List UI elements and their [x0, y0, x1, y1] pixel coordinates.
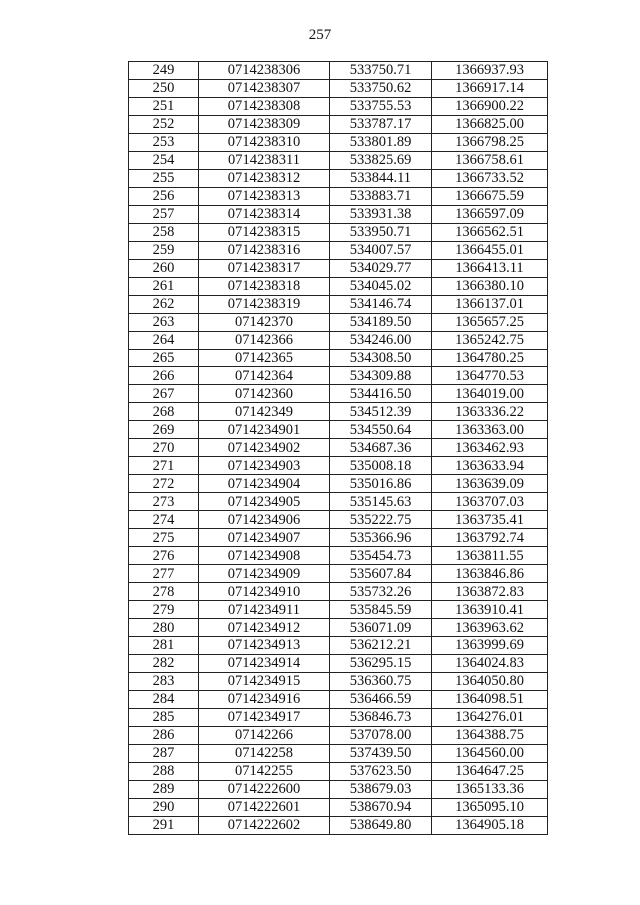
table-row [129, 385, 548, 403]
table-row [129, 115, 548, 133]
point-number-cell: 286 [129, 726, 199, 744]
point-number-cell: 279 [129, 601, 199, 619]
y-coordinate-cell: 1366937.93 [432, 62, 548, 80]
table-row [129, 690, 548, 708]
y-coordinate-cell: 1366597.09 [432, 205, 548, 223]
point-id-cell: 0714234912 [199, 619, 330, 637]
x-coordinate-cell: 533750.71 [330, 62, 432, 80]
point-id-cell: 0714234916 [199, 690, 330, 708]
point-number-cell: 287 [129, 744, 199, 762]
point-number-cell: 262 [129, 295, 199, 313]
y-coordinate-cell: 1366413.11 [432, 259, 548, 277]
x-coordinate-cell: 533801.89 [330, 133, 432, 151]
point-id-cell: 0714222601 [199, 798, 330, 816]
point-id-cell: 07142266 [199, 726, 330, 744]
y-coordinate-cell: 1363363.00 [432, 421, 548, 439]
point-id-cell: 0714234904 [199, 475, 330, 493]
x-coordinate-cell: 536360.75 [330, 672, 432, 690]
point-number-cell: 277 [129, 565, 199, 583]
coordinates-table [128, 61, 548, 835]
x-coordinate-cell: 537623.50 [330, 762, 432, 780]
point-id-cell: 0714234909 [199, 565, 330, 583]
point-number-cell: 264 [129, 331, 199, 349]
point-id-cell: 0714234901 [199, 421, 330, 439]
y-coordinate-cell: 1364647.25 [432, 762, 548, 780]
y-coordinate-cell: 1363707.03 [432, 493, 548, 511]
table-row [129, 565, 548, 583]
x-coordinate-cell: 534309.88 [330, 367, 432, 385]
y-coordinate-cell: 1366758.61 [432, 151, 548, 169]
x-coordinate-cell: 536295.15 [330, 654, 432, 672]
table-row [129, 331, 548, 349]
point-id-cell: 0714234910 [199, 583, 330, 601]
y-coordinate-cell: 1366733.52 [432, 169, 548, 187]
table-row [129, 295, 548, 313]
table-row [129, 762, 548, 780]
table-row [129, 726, 548, 744]
y-coordinate-cell: 1363735.41 [432, 511, 548, 529]
y-coordinate-cell: 1363792.74 [432, 529, 548, 547]
point-number-cell: 282 [129, 654, 199, 672]
x-coordinate-cell: 533750.62 [330, 79, 432, 97]
y-coordinate-cell: 1363633.94 [432, 457, 548, 475]
x-coordinate-cell: 534007.57 [330, 241, 432, 259]
x-coordinate-cell: 534146.74 [330, 295, 432, 313]
x-coordinate-cell: 534416.50 [330, 385, 432, 403]
y-coordinate-cell: 1363963.62 [432, 619, 548, 637]
point-number-cell: 252 [129, 115, 199, 133]
x-coordinate-cell: 534512.39 [330, 403, 432, 421]
y-coordinate-cell: 1366798.25 [432, 133, 548, 151]
x-coordinate-cell: 534045.02 [330, 277, 432, 295]
point-id-cell: 07142360 [199, 385, 330, 403]
x-coordinate-cell: 535222.75 [330, 511, 432, 529]
table-row [129, 169, 548, 187]
point-number-cell: 280 [129, 619, 199, 637]
point-id-cell: 0714222600 [199, 780, 330, 798]
point-number-cell: 276 [129, 547, 199, 565]
point-number-cell: 271 [129, 457, 199, 475]
table-row [129, 654, 548, 672]
x-coordinate-cell: 533931.38 [330, 205, 432, 223]
point-number-cell: 272 [129, 475, 199, 493]
x-coordinate-cell: 534687.36 [330, 439, 432, 457]
point-number-cell: 273 [129, 493, 199, 511]
point-number-cell: 253 [129, 133, 199, 151]
table-row [129, 780, 548, 798]
point-number-cell: 266 [129, 367, 199, 385]
point-id-cell: 0714238316 [199, 241, 330, 259]
y-coordinate-cell: 1366455.01 [432, 241, 548, 259]
point-number-cell: 255 [129, 169, 199, 187]
y-coordinate-cell: 1365242.75 [432, 331, 548, 349]
x-coordinate-cell: 536212.21 [330, 637, 432, 655]
x-coordinate-cell: 537439.50 [330, 744, 432, 762]
x-coordinate-cell: 535607.84 [330, 565, 432, 583]
x-coordinate-cell: 535016.86 [330, 475, 432, 493]
x-coordinate-cell: 536466.59 [330, 690, 432, 708]
table-row [129, 744, 548, 762]
y-coordinate-cell: 1363336.22 [432, 403, 548, 421]
y-coordinate-cell: 1366380.10 [432, 277, 548, 295]
page-number: 257 [308, 27, 332, 43]
point-number-cell: 265 [129, 349, 199, 367]
point-id-cell: 0714238311 [199, 151, 330, 169]
point-id-cell: 0714238313 [199, 187, 330, 205]
x-coordinate-cell: 535454.73 [330, 547, 432, 565]
point-id-cell: 0714238310 [199, 133, 330, 151]
point-number-cell: 284 [129, 690, 199, 708]
point-id-cell: 0714234913 [199, 637, 330, 655]
table-row [129, 816, 548, 834]
x-coordinate-cell: 536071.09 [330, 619, 432, 637]
table-row [129, 637, 548, 655]
y-coordinate-cell: 1365133.36 [432, 780, 548, 798]
table-row [129, 349, 548, 367]
x-coordinate-cell: 536846.73 [330, 708, 432, 726]
y-coordinate-cell: 1364276.01 [432, 708, 548, 726]
point-id-cell: 0714234902 [199, 439, 330, 457]
table-row [129, 79, 548, 97]
x-coordinate-cell: 535732.26 [330, 583, 432, 601]
point-number-cell: 259 [129, 241, 199, 259]
x-coordinate-cell: 535145.63 [330, 493, 432, 511]
y-coordinate-cell: 1366675.59 [432, 187, 548, 205]
point-number-cell: 285 [129, 708, 199, 726]
x-coordinate-cell: 533787.17 [330, 115, 432, 133]
point-id-cell: 07142364 [199, 367, 330, 385]
point-id-cell: 0714234905 [199, 493, 330, 511]
y-coordinate-cell: 1364905.18 [432, 816, 548, 834]
y-coordinate-cell: 1363846.86 [432, 565, 548, 583]
point-id-cell: 0714238312 [199, 169, 330, 187]
point-number-cell: 250 [129, 79, 199, 97]
table-row [129, 241, 548, 259]
table-row [129, 277, 548, 295]
y-coordinate-cell: 1365657.25 [432, 313, 548, 331]
x-coordinate-cell: 535008.18 [330, 457, 432, 475]
point-id-cell: 0714234903 [199, 457, 330, 475]
y-coordinate-cell: 1364770.53 [432, 367, 548, 385]
point-id-cell: 07142255 [199, 762, 330, 780]
y-coordinate-cell: 1364560.00 [432, 744, 548, 762]
y-coordinate-cell: 1365095.10 [432, 798, 548, 816]
x-coordinate-cell: 533844.11 [330, 169, 432, 187]
y-coordinate-cell: 1363999.69 [432, 637, 548, 655]
point-id-cell: 0714222602 [199, 816, 330, 834]
x-coordinate-cell: 534189.50 [330, 313, 432, 331]
y-coordinate-cell: 1366917.14 [432, 79, 548, 97]
point-id-cell: 0714238314 [199, 205, 330, 223]
point-number-cell: 268 [129, 403, 199, 421]
y-coordinate-cell: 1363811.55 [432, 547, 548, 565]
point-number-cell: 270 [129, 439, 199, 457]
point-number-cell: 291 [129, 816, 199, 834]
point-number-cell: 275 [129, 529, 199, 547]
y-coordinate-cell: 1364098.51 [432, 690, 548, 708]
point-id-cell: 0714234917 [199, 708, 330, 726]
x-coordinate-cell: 534308.50 [330, 349, 432, 367]
point-id-cell: 07142366 [199, 331, 330, 349]
point-id-cell: 07142370 [199, 313, 330, 331]
x-coordinate-cell: 538670.94 [330, 798, 432, 816]
point-id-cell: 0714238318 [199, 277, 330, 295]
table-row [129, 62, 548, 80]
x-coordinate-cell: 533755.53 [330, 97, 432, 115]
table-row [129, 457, 548, 475]
point-number-cell: 256 [129, 187, 199, 205]
table-body [129, 62, 548, 835]
table-row [129, 798, 548, 816]
x-coordinate-cell: 535366.96 [330, 529, 432, 547]
point-id-cell: 0714238308 [199, 97, 330, 115]
point-number-cell: 274 [129, 511, 199, 529]
table-row [129, 475, 548, 493]
y-coordinate-cell: 1363639.09 [432, 475, 548, 493]
x-coordinate-cell: 534246.00 [330, 331, 432, 349]
point-number-cell: 269 [129, 421, 199, 439]
y-coordinate-cell: 1364024.83 [432, 654, 548, 672]
table-row [129, 439, 548, 457]
point-number-cell: 267 [129, 385, 199, 403]
table-row [129, 151, 548, 169]
point-id-cell: 0714238315 [199, 223, 330, 241]
point-number-cell: 290 [129, 798, 199, 816]
point-number-cell: 254 [129, 151, 199, 169]
point-id-cell: 0714238317 [199, 259, 330, 277]
table-row [129, 547, 548, 565]
point-number-cell: 261 [129, 277, 199, 295]
x-coordinate-cell: 537078.00 [330, 726, 432, 744]
x-coordinate-cell: 533883.71 [330, 187, 432, 205]
y-coordinate-cell: 1363910.41 [432, 601, 548, 619]
y-coordinate-cell: 1363462.93 [432, 439, 548, 457]
y-coordinate-cell: 1364780.25 [432, 349, 548, 367]
y-coordinate-cell: 1366137.01 [432, 295, 548, 313]
point-number-cell: 288 [129, 762, 199, 780]
point-id-cell: 07142258 [199, 744, 330, 762]
point-id-cell: 0714238309 [199, 115, 330, 133]
point-number-cell: 263 [129, 313, 199, 331]
x-coordinate-cell: 535845.59 [330, 601, 432, 619]
x-coordinate-cell: 533950.71 [330, 223, 432, 241]
point-id-cell: 0714234906 [199, 511, 330, 529]
point-number-cell: 258 [129, 223, 199, 241]
table-row [129, 583, 548, 601]
point-number-cell: 249 [129, 62, 199, 80]
point-id-cell: 0714234915 [199, 672, 330, 690]
table-row [129, 421, 548, 439]
x-coordinate-cell: 534029.77 [330, 259, 432, 277]
x-coordinate-cell: 533825.69 [330, 151, 432, 169]
point-number-cell: 289 [129, 780, 199, 798]
table-row [129, 601, 548, 619]
y-coordinate-cell: 1364050.80 [432, 672, 548, 690]
x-coordinate-cell: 538679.03 [330, 780, 432, 798]
table-row [129, 493, 548, 511]
point-id-cell: 0714238307 [199, 79, 330, 97]
y-coordinate-cell: 1366900.22 [432, 97, 548, 115]
table-row [129, 619, 548, 637]
table-row [129, 97, 548, 115]
table-row [129, 259, 548, 277]
point-id-cell: 0714234907 [199, 529, 330, 547]
y-coordinate-cell: 1364388.75 [432, 726, 548, 744]
table-row [129, 223, 548, 241]
point-number-cell: 278 [129, 583, 199, 601]
x-coordinate-cell: 538649.80 [330, 816, 432, 834]
table-row [129, 367, 548, 385]
table-row [129, 205, 548, 223]
x-coordinate-cell: 534550.64 [330, 421, 432, 439]
point-number-cell: 260 [129, 259, 199, 277]
point-id-cell: 0714234914 [199, 654, 330, 672]
point-id-cell: 07142365 [199, 349, 330, 367]
point-number-cell: 281 [129, 637, 199, 655]
y-coordinate-cell: 1366825.00 [432, 115, 548, 133]
table-row [129, 672, 548, 690]
point-number-cell: 251 [129, 97, 199, 115]
table-row [129, 403, 548, 421]
point-number-cell: 257 [129, 205, 199, 223]
table-row [129, 708, 548, 726]
table-row [129, 529, 548, 547]
table-row [129, 187, 548, 205]
table-row [129, 313, 548, 331]
point-id-cell: 0714234911 [199, 601, 330, 619]
table-row [129, 133, 548, 151]
y-coordinate-cell: 1364019.00 [432, 385, 548, 403]
point-number-cell: 283 [129, 672, 199, 690]
y-coordinate-cell: 1363872.83 [432, 583, 548, 601]
y-coordinate-cell: 1366562.51 [432, 223, 548, 241]
point-id-cell: 0714238306 [199, 62, 330, 80]
point-id-cell: 07142349 [199, 403, 330, 421]
point-id-cell: 0714238319 [199, 295, 330, 313]
point-id-cell: 0714234908 [199, 547, 330, 565]
table-row [129, 511, 548, 529]
